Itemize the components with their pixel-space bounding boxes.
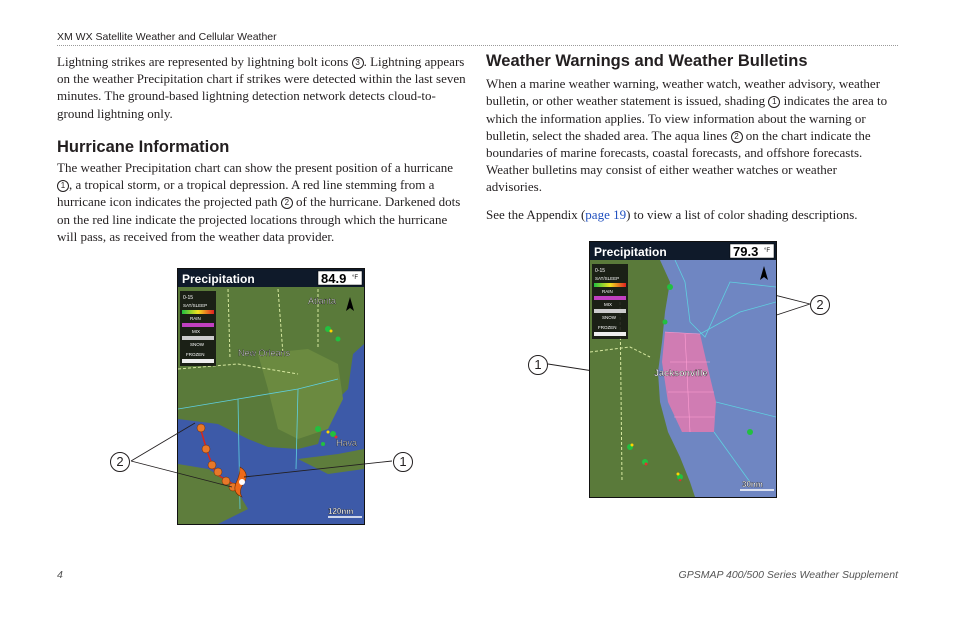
hurricane-precipitation-map: [177, 268, 365, 525]
map2-temp: 79.3: [733, 244, 759, 259]
legend-label: SNOW: [602, 315, 616, 320]
hurricane-paragraph: The weather Precipitation chart can show the present position of a hurricane 1 , a tropical storm, or a tropical depression. A red line stemming from a hurricane icon indicates the projected path 2 of the hurricane. Darkened dots on the red line indicate the projected locations through which the hurricane will pass, as received from the weather data provider.: [57, 160, 461, 244]
legend-label: MIX: [192, 329, 201, 334]
map1-temp-unit: °F: [352, 275, 359, 281]
footer-title: GPSMAP 400/500 Series Weather Supplement: [678, 569, 898, 581]
warnings-paragraph: When a marine weather warning, weather watch, weather advisory, weather bulletin, or other weather statement is issued, shading 1 indicates the area to which the information applies. To view information about the warning or bulletin, select the shaded area. The aqua lines 2 on the chart indicate the boundaries of marine forecasts, coastal forecasts, and offshore forecasts. Weather bulletins may consist of either weather watches or weather advisories.: [486, 76, 888, 195]
callout-2: 2: [810, 295, 830, 315]
map2-title: Precipitation: [594, 245, 667, 259]
page-number: 4: [57, 569, 63, 581]
legend-label: SAT/SLEEP: [183, 303, 208, 308]
callout-ref-3: 3: [352, 57, 364, 69]
right-column: [486, 53, 896, 223]
page-link[interactable]: page 19: [585, 206, 627, 222]
city-label: New Orleans: [238, 348, 291, 358]
legend-label: RAIN: [190, 316, 201, 321]
lightning-paragraph: Lightning strikes are represented by lightning bolt icons 3 . Lightning appears on the weather Precipitation chart if strikes were detected within the last seven minutes. The ground-based lightning detection network detects cloud-to-ground lightning only.: [57, 54, 466, 121]
left-column: [57, 53, 467, 245]
callout-2: 2: [110, 452, 130, 472]
warnings-heading: Weather Warnings and Weather Bulletins: [486, 52, 808, 70]
callout-1: 1: [528, 355, 548, 375]
map2-scale: 30nm: [742, 480, 763, 489]
header-divider: [57, 45, 898, 46]
city-label: Hava: [336, 438, 358, 448]
legend-label: SNOW: [190, 342, 204, 347]
legend-label: FROZEN: [598, 325, 617, 330]
map2-temp-unit: °F: [764, 248, 771, 254]
legend-label: 0-15: [183, 295, 194, 301]
map1-title: Precipitation: [182, 272, 255, 286]
callout-1: 1: [393, 452, 413, 472]
legend-label: 0-15: [595, 268, 606, 274]
warnings-precipitation-map: [589, 241, 777, 498]
callout-ref-1: 1: [768, 96, 780, 108]
city-label: Atlanta: [308, 296, 337, 306]
callout-ref-2: 2: [731, 131, 743, 143]
legend-label: RAIN: [602, 289, 613, 294]
appendix-reference: See the Appendix (page 19) to view a list of color shading descriptions.: [486, 206, 858, 222]
legend-label: MIX: [604, 302, 613, 307]
legend-label: SAT/SLEEP: [595, 276, 620, 281]
legend-label: FROZEN: [186, 352, 205, 357]
map1-scale: 120nm: [328, 507, 354, 516]
running-header: XM WX Satellite Weather and Cellular Weather: [57, 31, 277, 43]
map1-temp: 84.9: [321, 271, 347, 286]
callout-ref-1: 1: [57, 180, 69, 192]
city-label: Jacksonville: [654, 368, 708, 378]
hurricane-heading: Hurricane Information: [57, 137, 230, 156]
callout-ref-2: 2: [281, 197, 293, 209]
